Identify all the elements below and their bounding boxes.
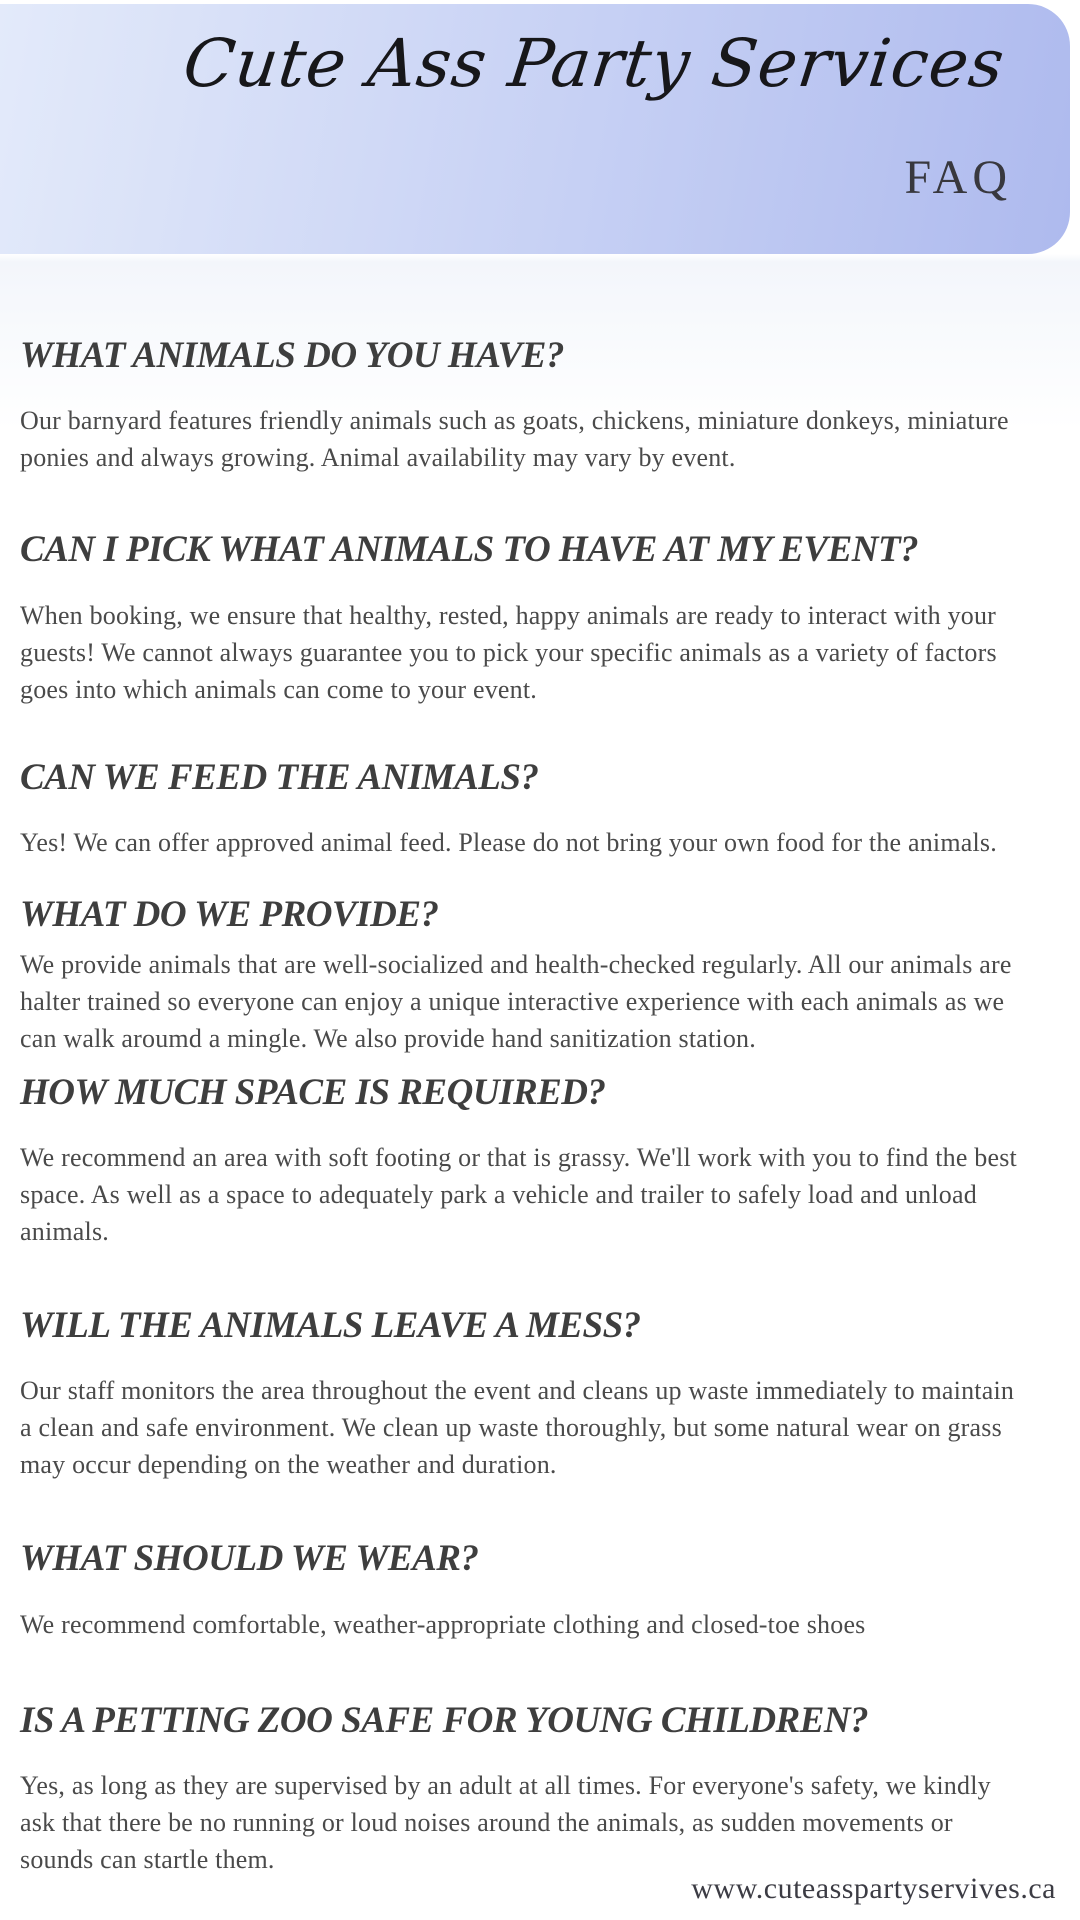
faq-item <box>20 334 1030 476</box>
brand-title: Cute Ass Party Services <box>179 25 1009 102</box>
faq-answer: We recommend an area with soft footing or that is grassy. We'll work with you to find the best space. As well as a space to adequately park a vehicle and trailer to safely load and unload animals. <box>20 1142 1017 1246</box>
faq-list <box>0 254 1080 1878</box>
faq-question: IS A PETTING ZOO SAFE FOR YOUNG CHILDREN? <box>20 1699 869 1741</box>
faq-question: WHAT ANIMALS DO YOU HAVE? <box>20 335 564 376</box>
faq-question: HOW MUCH SPACE IS REQUIRED? <box>20 1071 606 1113</box>
faq-answer: We recommend comfortable, weather-appropriate clothing and closed-toe shoes <box>20 1609 866 1639</box>
faq-question: CAN WE FEED THE ANIMALS? <box>20 756 539 798</box>
faq-question: CAN I PICK WHAT ANIMALS TO HAVE AT MY EVENT? <box>20 529 919 571</box>
page-title: FAQ <box>904 151 1012 204</box>
faq-item <box>20 893 1030 1056</box>
faq-item <box>20 1699 1030 1878</box>
faq-question: WILL THE ANIMALS LEAVE A MESS? <box>20 1304 641 1346</box>
header-banner <box>0 4 1070 254</box>
faq-answer: Our barnyard features friendly animals such as goats, chickens, miniature donkeys, miniature ponies and always growing. Animal availability may vary by event. <box>20 406 1009 473</box>
faq-item <box>20 528 1030 707</box>
faq-item <box>20 1537 1030 1642</box>
faq-question: WHAT SHOULD WE WEAR? <box>20 1538 479 1580</box>
faq-answer: Yes! We can offer approved animal feed. Please do not bring your own food for the animals. <box>20 828 997 858</box>
faq-item <box>20 1071 1030 1250</box>
faq-answer: We provide animals that are well-socialized and health-checked regularly. All our animals are halter trained so everyone can enjoy a unique interactive experience with each animals as we can walk aroumd a mingle. We also provide hand sanitization station. <box>20 949 1012 1053</box>
faq-answer: Our staff monitors the area throughout the event and cleans up waste immediately to maintain a clean and safe environment. We clean up waste thoroughly, but some natural wear on grass may occur depending on the weather and duration. <box>20 1376 1015 1480</box>
faq-question: WHAT DO WE PROVIDE? <box>20 894 439 936</box>
website-link[interactable]: www.cuteasspartyservives.ca <box>691 1872 1056 1905</box>
faq-item <box>20 1304 1030 1483</box>
faq-item <box>20 756 1030 861</box>
faq-answer: Yes, as long as they are supervised by an adult at all times. For everyone's safety, we kindly ask that there be no running or loud noises around the animals, as sudden movements or sounds can startle them. <box>20 1771 991 1875</box>
faq-answer: When booking, we ensure that healthy, rested, happy animals are ready to interact with your guests! We cannot always guarantee you to pick your specific animals as a variety of factors goes into which animals can come to your event. <box>20 600 997 704</box>
